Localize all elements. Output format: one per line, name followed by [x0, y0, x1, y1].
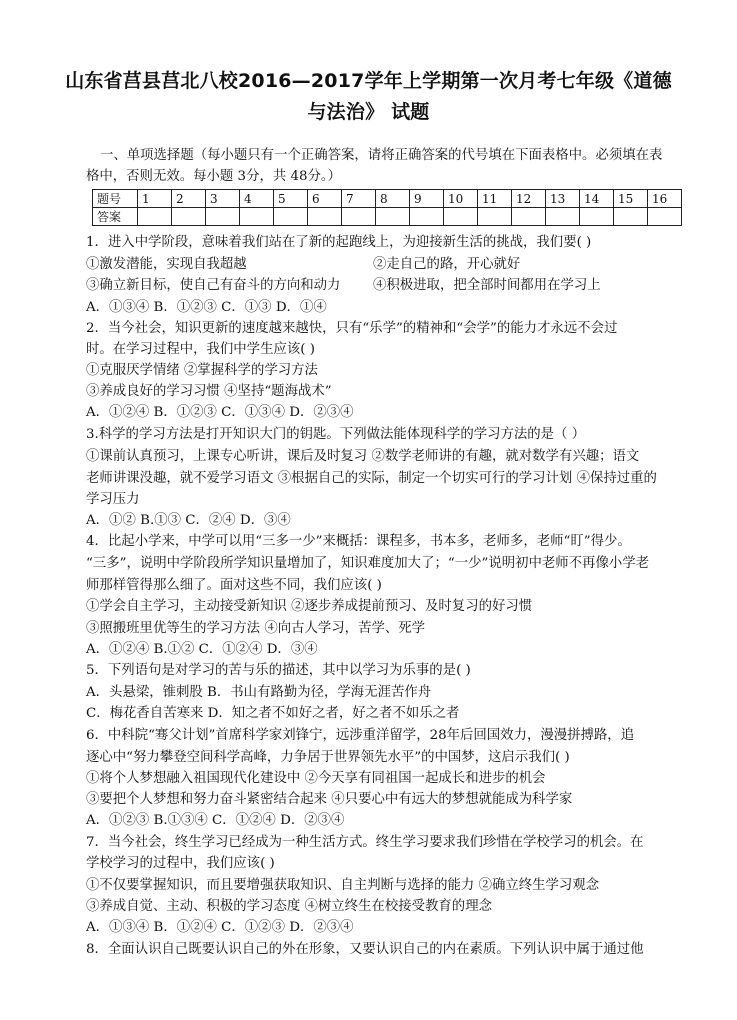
q5-stem: 5．下列语句是对学习的苦与乐的描述，其中以学习为乐事的是( ) [86, 663, 471, 678]
exam-title-line1: 山东省莒县莒北八校2016—2017学年上学期第一次月考七年级《道德 [65, 70, 672, 92]
q2-stem-line1: 2．当今社会，知识更新的速度越来越快，只有“乐学”的精神和“会学”的能力才永远不会过 [86, 321, 618, 336]
question-number-cell: 10 [444, 190, 478, 208]
q7-options-line1: ①不仅要掌握知识，而且要增强获取知识、自主判断与选择的能力 ②确立终生学习观念 [86, 878, 600, 893]
q2-options-line2: ③养成良好的学习习惯 ④坚持“题海战术” [86, 384, 332, 399]
q1-option-2: ②走自己的路，开心就好 [373, 257, 521, 272]
q7-stem-line1: 7．当今社会，终生学习已经成为一种生活方式。终生学习要求我们珍惜在学校学习的机会。在 [86, 835, 644, 850]
answer-cell[interactable] [546, 208, 580, 226]
q7-choices: A．①③④ B．①②④ C．①②③ D．②③④ [86, 920, 354, 935]
q2-stem-line2: 时。在学习过程中，我们中学生应该( ) [86, 342, 315, 357]
q4-options-line2: ③照搬班里优等生的学习方法 ④向古人学习，苦学、死学 [86, 621, 426, 636]
question-number-cell: 15 [614, 190, 648, 208]
q5-options-cd: C．梅花香自苦寒来 D．知之者不如好之者，好之者不如乐之者 [86, 706, 460, 721]
answer-cell[interactable] [376, 208, 410, 226]
q4-stem-line1: 4．比起小学来，中学可以用“三多一少”来概括：课程多，书本多，老师多，老师“盯”得少。 [86, 534, 631, 549]
q6-options-line2: ③要把个人梦想和努力奋斗紧密结合起来 ④只要心中有远大的梦想就能成为科学家 [86, 792, 573, 807]
q3-stem: 3.科学的学习方法是打开知识大门的钥匙。下列做法能体现科学的学习方法的是（ ） [86, 427, 586, 442]
answer-table-answer-row [93, 208, 682, 226]
question-number-cell: 4 [240, 190, 274, 208]
q1-option-1: ①激发潜能，实现自我超越 [86, 257, 247, 272]
answer-cell[interactable] [614, 208, 648, 226]
q6-choices: A．①②③ B.①③④ C．①②④ D．②③④ [86, 813, 345, 828]
q1-option-3: ③确立新目标，使自己有奋斗的方向和动力 [86, 278, 341, 293]
q3-line2: ①课前认真预习，上课专心听讲，课后及时复习 ②数学老师讲的有趣，就对数学有兴趣；语文 [86, 449, 640, 464]
answer-cell[interactable] [512, 208, 546, 226]
q6-stem-line1: 6．中科院“骞父计划”首席科学家刘锋宁，远涉重洋留学，28年后回国效力，漫漫拼搏路，追 [86, 728, 635, 743]
q3-line3: 老师讲课没趣，就不爱学习语文 ③根据自己的实际，制定一个切实可行的学习计划 ④保持过重的 [86, 471, 657, 486]
question-number-cell: 8 [376, 190, 410, 208]
question-number-cell: 2 [172, 190, 206, 208]
q2-options-line1: ①克服厌学情绪 ②掌握科学的学习方法 [86, 363, 318, 378]
answer-cell[interactable] [274, 208, 308, 226]
q1-option-4: ④积极进取，把全部时间都用在学习上 [373, 278, 601, 293]
q4-choices: A．①②④ B.①② C．①②④ D．③④ [86, 642, 318, 657]
answer-cell[interactable] [240, 208, 274, 226]
question-number-cell: 12 [512, 190, 546, 208]
question-number-cell: 16 [648, 190, 682, 208]
answer-cell[interactable] [138, 208, 172, 226]
q4-options-line1: ①学会自主学习，主动接受新知识 ②逐步养成提前预习、及时复习的好习惯 [86, 599, 533, 614]
answer-cell[interactable] [444, 208, 478, 226]
q6-options-line1: ①将个人梦想融入祖国现代化建设中 ②今天享有同祖国一起成长和进步的机会 [86, 771, 546, 786]
question-number-cell: 5 [274, 190, 308, 208]
question-number-cell: 13 [546, 190, 580, 208]
q4-stem-line3: 师那样管得那么细了。面对这些不同，我们应该( ) [86, 578, 382, 593]
section-intro-line2: 格中，否则无效。每小题 3分，共 48分。） [86, 169, 342, 184]
answer-table-number-row [93, 190, 682, 208]
answer-table [92, 189, 682, 226]
q1-choices: A．①③④ B．①②③ C．①③ D．①④ [86, 300, 327, 315]
question-number-cell: 3 [206, 190, 240, 208]
answer-table-row2-label: 答案 [93, 208, 138, 226]
answer-cell[interactable] [308, 208, 342, 226]
exam-title-line2: 与法治》 试题 [307, 101, 430, 123]
q1-stem: 1．进入中学阶段，意味着我们站在了新的起跑线上，为迎接新生活的挑战，我们要( ) [86, 235, 592, 250]
question-number-cell: 1 [138, 190, 172, 208]
answer-cell[interactable] [648, 208, 682, 226]
q2-choices: A．①②④ B．①②③ C．①③④ D．②③④ [86, 405, 354, 420]
answer-table-row1-label: 题号 [93, 190, 138, 208]
question-number-cell: 14 [580, 190, 614, 208]
question-number-cell: 6 [308, 190, 342, 208]
answer-cell[interactable] [206, 208, 240, 226]
q6-stem-line2: 逐心中“努力攀登空间科学高峰，力争居于世界领先水平”的中国梦，这启示我们( ) [86, 750, 570, 765]
q7-options-line2: ③养成自觉、主动、积极的学习态度 ④树立终生在校接受教育的理念 [86, 899, 492, 914]
q5-options-ab: A．头悬梁，锥刺股 B．书山有路勤为径，学海无涯苦作舟 [86, 685, 432, 700]
q7-stem-line2: 学校学习的过程中，我们应该( ) [86, 856, 275, 871]
answer-cell[interactable] [342, 208, 376, 226]
section-intro-line1: 一、单项选择题（每小题只有一个正确答案，请将正确答案的代号填在下面表格中。必须填在表 [100, 148, 663, 163]
answer-cell[interactable] [410, 208, 444, 226]
question-number-cell: 9 [410, 190, 444, 208]
question-number-cell: 7 [342, 190, 376, 208]
answer-cell[interactable] [478, 208, 512, 226]
q3-choices: A．①② B.①③ C．②④ D．③④ [86, 513, 291, 528]
q4-stem-line2: “三多”，说明中学阶段所学知识量增加了，知识难度加大了；“一少”说明初中老师不再像小学老 [86, 556, 650, 571]
answer-cell[interactable] [580, 208, 614, 226]
q3-line4: 学习压力 [86, 492, 140, 507]
answer-cell[interactable] [172, 208, 206, 226]
question-number-cell: 11 [478, 190, 512, 208]
q8-stem-line1: 8．全面认识自己既要认识自己的外在形象，又要认识自己的内在素质。下列认识中属于通过他 [86, 942, 644, 957]
